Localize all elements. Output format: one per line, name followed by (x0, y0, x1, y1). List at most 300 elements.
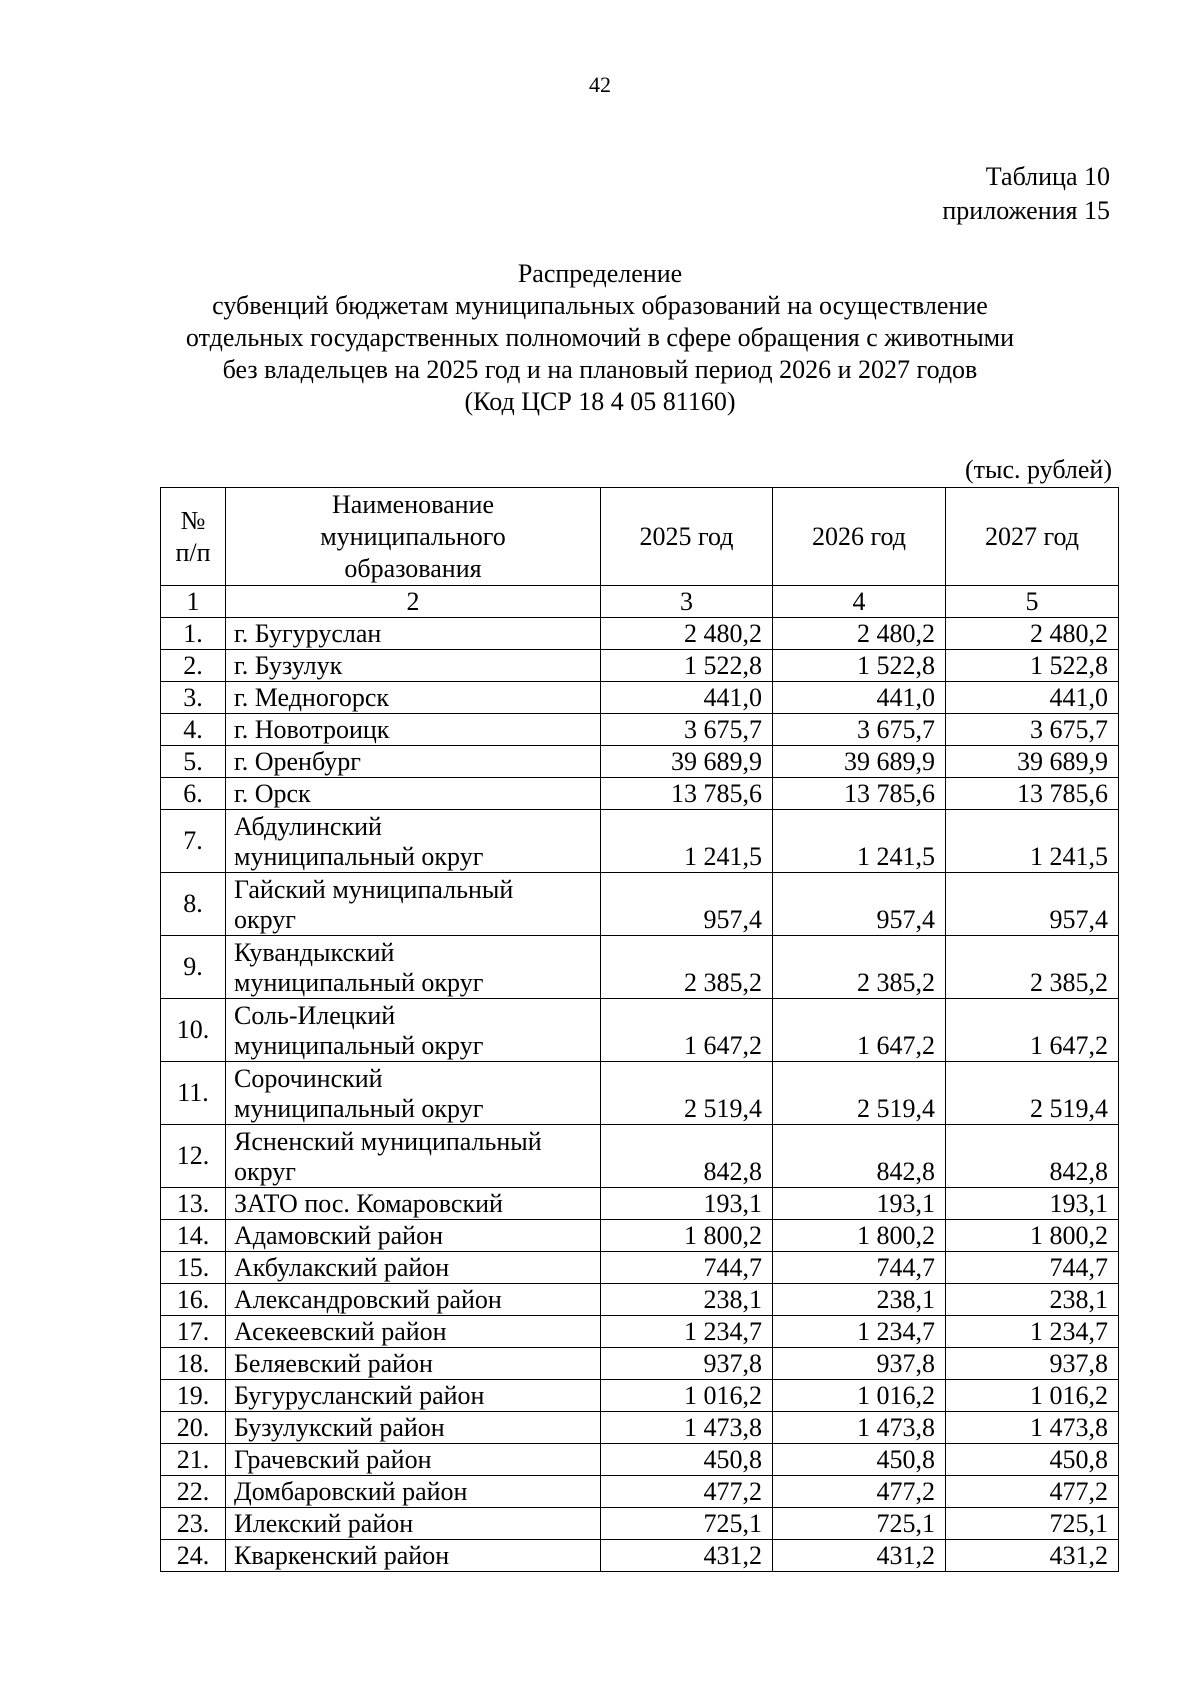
municipality-name-text: ЗАТО пос. Комаровский (234, 1189, 503, 1218)
value-2025-text: 957,4 (703, 905, 762, 934)
value-2027-text: 441,0 (1049, 683, 1108, 712)
header-2027: 2027 год (946, 488, 1119, 586)
value-2027-text: 431,2 (1049, 1541, 1108, 1570)
table-row (161, 1252, 1119, 1284)
value-2025 (601, 1540, 773, 1572)
municipality-name-text: муниципальный округ (234, 1031, 484, 1060)
value-2026 (773, 1476, 946, 1508)
row-number-text: 18. (176, 1348, 210, 1378)
row-number (161, 1444, 226, 1476)
value-2026-text: 1 647,2 (857, 1031, 935, 1060)
title-line1: Распределение (517, 259, 683, 288)
header-2025: 2025 год (601, 488, 773, 586)
value-2025-text: 2 385,2 (684, 968, 762, 997)
table-row (161, 1476, 1119, 1508)
municipality-name-text: округ (234, 1157, 296, 1186)
value-2025 (601, 1444, 773, 1476)
value-2026-text: 957,4 (876, 905, 935, 934)
row-number (161, 1252, 226, 1284)
value-2025-text: 193,1 (703, 1189, 762, 1218)
header-num-line1: № (180, 505, 206, 535)
table-row (161, 1444, 1119, 1476)
value-2026 (773, 1412, 946, 1444)
municipality-name-text: г. Бугуруслан (234, 619, 382, 648)
municipality-name-text: муниципальный округ (234, 1094, 484, 1123)
column-index: 5 (946, 586, 1119, 618)
column-index: 1 (161, 586, 226, 618)
value-2026-text: 2 480,2 (857, 619, 935, 648)
row-number (161, 936, 226, 999)
municipality-name-text: Беляевский район (234, 1349, 433, 1378)
row-number (161, 999, 226, 1062)
row-number (161, 650, 226, 682)
row-number-text: 4. (183, 714, 203, 744)
value-2026 (773, 1444, 946, 1476)
row-number-text: 2. (183, 650, 203, 680)
value-2027-text: 3 675,7 (1030, 715, 1108, 744)
municipality-name-text: Кувандыкский (234, 938, 395, 967)
municipality-name-text: Александровский район (234, 1285, 502, 1314)
row-number (161, 810, 226, 873)
value-2026 (773, 1252, 946, 1284)
value-2027 (946, 1220, 1119, 1252)
table-row (161, 1540, 1119, 1572)
value-2025 (601, 1062, 773, 1125)
value-2026-text: 3 675,7 (857, 715, 935, 744)
value-2025 (601, 778, 773, 810)
value-2026 (773, 873, 946, 936)
value-2026 (773, 1316, 946, 1348)
row-number (161, 1412, 226, 1444)
value-2025-text: 13 785,6 (671, 779, 762, 808)
value-2025 (601, 1125, 773, 1188)
header-num-line2: п/п (175, 537, 211, 567)
municipality-name (226, 936, 601, 999)
table-reference-line2: приложения 15 (942, 196, 1110, 225)
value-2026 (773, 1284, 946, 1316)
municipality-name-text: Соль-Илецкий (234, 1001, 396, 1030)
municipality-name-text: Грачевский район (234, 1445, 432, 1474)
municipality-name (226, 1188, 601, 1220)
municipality-name (226, 778, 601, 810)
value-2025 (601, 1476, 773, 1508)
municipality-name (226, 1284, 601, 1316)
municipality-name-text: г. Орск (234, 779, 311, 808)
row-number-text: 10. (176, 1015, 210, 1044)
municipality-name-text: г. Медногорск (234, 683, 390, 712)
municipality-name (226, 1444, 601, 1476)
value-2025 (601, 1348, 773, 1380)
row-number-text: 9. (183, 952, 203, 981)
value-2026-text: 1 522,8 (857, 651, 935, 680)
value-2026 (773, 810, 946, 873)
value-2027 (946, 714, 1119, 746)
municipality-name (226, 1252, 601, 1284)
row-number-text: 7. (183, 826, 203, 855)
header-name-line3: образования (344, 553, 482, 583)
value-2027-text: 238,1 (1049, 1285, 1108, 1314)
row-number (161, 618, 226, 650)
value-2026 (773, 778, 946, 810)
value-2026-text: 431,2 (876, 1541, 935, 1570)
value-2027 (946, 1508, 1119, 1540)
value-2025 (601, 873, 773, 936)
value-2027 (946, 873, 1119, 936)
municipality-name-text: Акбулакский район (234, 1253, 450, 1282)
title-line3: отдельных государственных полномочий в сфере обращения с животными (185, 323, 1015, 352)
value-2027-text: 1 800,2 (1030, 1221, 1108, 1250)
row-number (161, 1188, 226, 1220)
value-2027-text: 744,7 (1049, 1253, 1108, 1282)
municipality-name-text: Кваркенский район (234, 1541, 450, 1570)
municipality-name-text: Бугурусланский район (234, 1381, 485, 1410)
value-2026-text: 1 241,5 (857, 842, 935, 871)
value-2026 (773, 1188, 946, 1220)
value-2026-text: 2 519,4 (857, 1094, 935, 1123)
value-2025-text: 441,0 (703, 683, 762, 712)
value-2026 (773, 682, 946, 714)
municipality-name (226, 1062, 601, 1125)
value-2026 (773, 1220, 946, 1252)
municipality-name-text: Асекеевский район (234, 1317, 447, 1346)
value-2027 (946, 1316, 1119, 1348)
value-2025-text: 1 016,2 (684, 1381, 762, 1410)
table-row (161, 873, 1119, 936)
value-2025 (601, 1412, 773, 1444)
municipality-name-text: Адамовский район (234, 1221, 443, 1250)
row-number (161, 714, 226, 746)
value-2026-text: 842,8 (876, 1157, 935, 1186)
value-2025 (601, 618, 773, 650)
value-2027-text: 937,8 (1049, 1349, 1108, 1378)
value-2027 (946, 1348, 1119, 1380)
row-number-text: 24. (176, 1540, 210, 1570)
value-2026-text: 1 800,2 (857, 1221, 935, 1250)
row-number (161, 746, 226, 778)
column-index-row (161, 586, 1119, 618)
value-2027 (946, 1062, 1119, 1125)
value-2027 (946, 1444, 1119, 1476)
row-number (161, 1476, 226, 1508)
row-number (161, 1125, 226, 1188)
row-number-text: 23. (176, 1508, 210, 1538)
table-row (161, 650, 1119, 682)
value-2026-text: 2 385,2 (857, 968, 935, 997)
municipality-name-text: муниципальный округ (234, 842, 484, 871)
row-number (161, 1284, 226, 1316)
value-2027 (946, 999, 1119, 1062)
municipality-name (226, 999, 601, 1062)
value-2025-text: 1 241,5 (684, 842, 762, 871)
value-2027-text: 2 519,4 (1030, 1094, 1108, 1123)
document-title (140, 258, 1060, 418)
value-2026-text: 441,0 (876, 683, 935, 712)
value-2027 (946, 746, 1119, 778)
table-row (161, 1284, 1119, 1316)
value-2025-text: 477,2 (703, 1477, 762, 1506)
table-row (161, 746, 1119, 778)
municipality-name (226, 1476, 601, 1508)
value-2025 (601, 650, 773, 682)
value-2026-text: 477,2 (876, 1477, 935, 1506)
value-2025-text: 39 689,9 (671, 747, 762, 776)
row-number-text: 19. (176, 1380, 210, 1410)
value-2027 (946, 1188, 1119, 1220)
value-2026 (773, 1508, 946, 1540)
value-2027 (946, 618, 1119, 650)
value-2026 (773, 650, 946, 682)
table-reference-line1: Таблица 10 (985, 162, 1110, 191)
value-2027-text: 1 234,7 (1030, 1317, 1108, 1346)
table-row (161, 1412, 1119, 1444)
value-2026-text: 39 689,9 (844, 747, 935, 776)
value-2025-text: 1 800,2 (684, 1221, 762, 1250)
row-number (161, 1508, 226, 1540)
municipality-name (226, 1348, 601, 1380)
value-2025-text: 842,8 (703, 1157, 762, 1186)
municipality-name (226, 1125, 601, 1188)
value-2027 (946, 1125, 1119, 1188)
value-2026 (773, 714, 946, 746)
row-number-text: 22. (176, 1476, 210, 1506)
table-reference (942, 160, 1110, 228)
row-number-text: 8. (183, 889, 203, 918)
value-2027-text: 1 473,8 (1030, 1413, 1108, 1442)
value-2026 (773, 1062, 946, 1125)
value-2025-text: 1 647,2 (684, 1031, 762, 1060)
value-2025 (601, 714, 773, 746)
value-2025-text: 1 522,8 (684, 651, 762, 680)
row-number (161, 778, 226, 810)
row-number-text: 17. (176, 1316, 210, 1346)
municipality-name-text: г. Оренбург (234, 747, 361, 776)
value-2027 (946, 1540, 1119, 1572)
value-2027-text: 2 385,2 (1030, 968, 1108, 997)
municipality-name (226, 1380, 601, 1412)
value-2027 (946, 1284, 1119, 1316)
table-row (161, 1316, 1119, 1348)
value-2027-text: 193,1 (1049, 1189, 1108, 1218)
value-2026 (773, 936, 946, 999)
value-2026 (773, 746, 946, 778)
row-number (161, 1380, 226, 1412)
value-2025-text: 2 480,2 (684, 619, 762, 648)
row-number (161, 1220, 226, 1252)
value-2025-text: 2 519,4 (684, 1094, 762, 1123)
row-number-text: 3. (183, 682, 203, 712)
value-2025 (601, 1380, 773, 1412)
municipality-name-text: Бузулукский район (234, 1413, 445, 1442)
column-index: 3 (601, 586, 773, 618)
municipality-name (226, 746, 601, 778)
value-2026-text: 937,8 (876, 1349, 935, 1378)
value-2026 (773, 618, 946, 650)
value-2025-text: 937,8 (703, 1349, 762, 1378)
municipality-name (226, 1412, 601, 1444)
header-name-line1: Наименование (332, 489, 494, 519)
row-number-text: 21. (176, 1444, 210, 1474)
value-2025-text: 3 675,7 (684, 715, 762, 744)
value-2027-text: 13 785,6 (1017, 779, 1108, 808)
value-2027 (946, 650, 1119, 682)
row-number-text: 13. (176, 1188, 210, 1218)
table-row (161, 682, 1119, 714)
table-row (161, 778, 1119, 810)
value-2027-text: 957,4 (1049, 905, 1108, 934)
value-2027 (946, 778, 1119, 810)
value-2027 (946, 1252, 1119, 1284)
municipality-name-text: Сорочинский (234, 1064, 383, 1093)
page-number: 42 (589, 72, 611, 97)
municipality-name (226, 1220, 601, 1252)
table-row (161, 1348, 1119, 1380)
title-line4: без владельцев на 2025 год и на плановый период 2026 и 2027 годов (222, 355, 978, 384)
table-body (161, 488, 1119, 1572)
municipality-name (226, 650, 601, 682)
title-line5: (Код ЦСР 18 4 05 81160) (464, 387, 736, 416)
value-2025 (601, 1220, 773, 1252)
row-number (161, 1316, 226, 1348)
value-2026 (773, 1540, 946, 1572)
table-row (161, 1062, 1119, 1125)
table-row (161, 999, 1119, 1062)
table-row (161, 1508, 1119, 1540)
municipality-name-text: г. Бузулук (234, 651, 343, 680)
table-row (161, 714, 1119, 746)
table-row (161, 936, 1119, 999)
header-num (161, 488, 226, 586)
municipality-name (226, 682, 601, 714)
value-2026 (773, 1125, 946, 1188)
row-number-text: 11. (177, 1078, 209, 1107)
value-2025-text: 1 473,8 (684, 1413, 762, 1442)
value-2025 (601, 682, 773, 714)
header-2026: 2026 год (773, 488, 946, 586)
table-row (161, 1188, 1119, 1220)
value-2025-text: 725,1 (703, 1509, 762, 1538)
value-2027-text: 1 522,8 (1030, 651, 1108, 680)
municipality-name-text: Ясненский муниципальный (234, 1127, 542, 1156)
municipality-name (226, 810, 601, 873)
column-index: 4 (773, 586, 946, 618)
value-2026 (773, 1380, 946, 1412)
value-2027 (946, 1412, 1119, 1444)
value-2026-text: 450,8 (876, 1445, 935, 1474)
value-2025-text: 1 234,7 (684, 1317, 762, 1346)
value-2026-text: 744,7 (876, 1253, 935, 1282)
units-label: (тыс. рублей) (964, 455, 1112, 484)
value-2026 (773, 999, 946, 1062)
municipality-name (226, 714, 601, 746)
municipality-name-text: Домбаровский район (234, 1477, 468, 1506)
municipality-name-text: Илекский район (234, 1509, 414, 1538)
value-2025 (601, 1508, 773, 1540)
row-number (161, 1540, 226, 1572)
value-2025 (601, 746, 773, 778)
row-number (161, 682, 226, 714)
value-2025 (601, 999, 773, 1062)
value-2026-text: 238,1 (876, 1285, 935, 1314)
value-2027-text: 1 241,5 (1030, 842, 1108, 871)
value-2025 (601, 936, 773, 999)
row-number-text: 1. (183, 618, 203, 648)
column-index: 2 (226, 586, 601, 618)
value-2027-text: 450,8 (1049, 1445, 1108, 1474)
value-2025-text: 450,8 (703, 1445, 762, 1474)
value-2027-text: 1 016,2 (1030, 1381, 1108, 1410)
municipality-name (226, 1316, 601, 1348)
row-number-text: 12. (176, 1141, 210, 1170)
municipality-name-text: Абдулинский (234, 812, 382, 841)
municipality-name (226, 1540, 601, 1572)
value-2027 (946, 1476, 1119, 1508)
value-2027-text: 2 480,2 (1030, 619, 1108, 648)
value-2025-text: 431,2 (703, 1541, 762, 1570)
row-number-text: 15. (176, 1252, 210, 1282)
value-2027 (946, 682, 1119, 714)
value-2026-text: 1 473,8 (857, 1413, 935, 1442)
municipality-name (226, 1508, 601, 1540)
table-row (161, 1125, 1119, 1188)
row-number (161, 1348, 226, 1380)
value-2027-text: 842,8 (1049, 1157, 1108, 1186)
municipality-name-text: муниципальный округ (234, 968, 484, 997)
table-row (161, 1220, 1119, 1252)
municipality-name (226, 873, 601, 936)
value-2026-text: 725,1 (876, 1509, 935, 1538)
title-line2: субвенций бюджетам муниципальных образований на осуществление (212, 291, 988, 320)
municipality-name-text: Гайский муниципальный (234, 875, 514, 904)
table-row (161, 810, 1119, 873)
value-2026 (773, 1348, 946, 1380)
value-2025 (601, 1188, 773, 1220)
value-2027-text: 39 689,9 (1017, 747, 1108, 776)
value-2027 (946, 1380, 1119, 1412)
municipality-name-text: г. Новотроицк (234, 715, 390, 744)
value-2026-text: 1 016,2 (857, 1381, 935, 1410)
value-2025 (601, 810, 773, 873)
value-2027 (946, 810, 1119, 873)
value-2025-text: 238,1 (703, 1285, 762, 1314)
value-2025 (601, 1284, 773, 1316)
value-2025-text: 744,7 (703, 1253, 762, 1282)
value-2026-text: 13 785,6 (844, 779, 935, 808)
value-2027-text: 477,2 (1049, 1477, 1108, 1506)
municipality-name (226, 618, 601, 650)
table-row (161, 618, 1119, 650)
table-header-row (161, 488, 1119, 586)
header-name-line2: муниципального (320, 521, 506, 551)
value-2026-text: 193,1 (876, 1189, 935, 1218)
row-number (161, 1062, 226, 1125)
value-2027-text: 725,1 (1049, 1509, 1108, 1538)
subvention-table (160, 487, 1119, 1572)
header-name (226, 488, 601, 586)
row-number-text: 5. (183, 746, 203, 776)
value-2026-text: 1 234,7 (857, 1317, 935, 1346)
row-number-text: 6. (183, 778, 203, 808)
row-number-text: 20. (176, 1412, 210, 1442)
value-2025 (601, 1316, 773, 1348)
row-number (161, 873, 226, 936)
table-row (161, 1380, 1119, 1412)
value-2027-text: 1 647,2 (1030, 1031, 1108, 1060)
value-2025 (601, 1252, 773, 1284)
municipality-name-text: округ (234, 905, 296, 934)
row-number-text: 16. (176, 1284, 210, 1314)
value-2027 (946, 936, 1119, 999)
row-number-text: 14. (176, 1220, 210, 1250)
